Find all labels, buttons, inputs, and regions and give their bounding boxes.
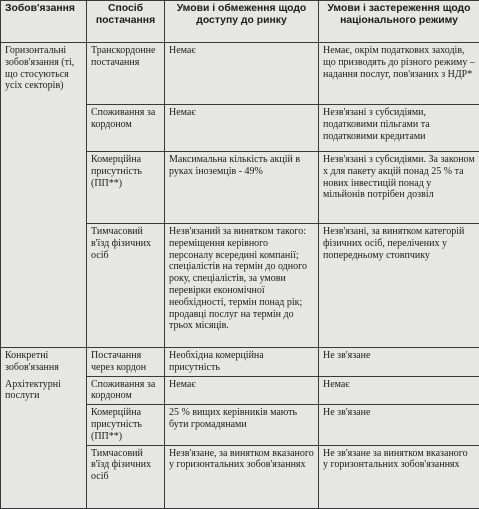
market-access-cell: Незв'язане, за винятком вказаного у горизонтальних зобов'язаннях (165, 445, 319, 508)
group-subtitle-cell (1, 376, 87, 405)
national-treatment-cell: Не зв'язане (319, 405, 479, 445)
market-access-cell: Немає (165, 376, 319, 405)
group-cell-empty (1, 405, 87, 445)
table-row (1, 224, 479, 348)
table-row (1, 405, 479, 445)
national-treatment-cell: Незв'язані з субсидіями. За законом х для пакету акцій понад 25 % та нових інвестицій понад у мільйонів потрібен дозвіл (319, 152, 479, 224)
market-access-cell: 25 % вищих керівників мають бути громадянами (165, 405, 319, 445)
market-access-cell: Необхідна комерційна присутність (165, 348, 319, 377)
group-cell-empty (1, 152, 87, 224)
table-row (1, 43, 479, 105)
supply-mode-cell: Постачання через кордон (87, 348, 165, 377)
group-cell-empty (1, 224, 87, 348)
header-commitment: Зобов'язання (1, 1, 87, 43)
group-subtitle: Архітектурні послуги (5, 379, 61, 402)
national-treatment-cell: Не зв'язане (319, 348, 479, 377)
supply-mode-cell: Тимчасовий в'їзд фізичних осіб (87, 445, 165, 508)
market-access-cell: Немає (165, 43, 319, 105)
supply-mode-cell: Тимчасовий в'їзд фізичних осіб (87, 224, 165, 348)
national-treatment-cell: Немає, окрім податкових заходів, що призводять до різного режиму – надання послуг, пов'язаних з НДР* (319, 43, 479, 105)
header-row (1, 1, 479, 43)
header-national-treatment: Умови і застереження щодо національного режиму (319, 1, 479, 43)
supply-mode-cell: Комерційна присутність (ПП**) (87, 152, 165, 224)
supply-mode-cell: Споживання за кордоном (87, 376, 165, 405)
table-row (1, 152, 479, 224)
table-row (1, 376, 479, 405)
table-row (1, 105, 479, 152)
national-treatment-cell: Незв'язані, за винятком категорій фізичних осіб, перелічених у попередньому стовпчику (319, 224, 479, 348)
group-title-horizontal: Горизонтальні зобов'язання (ті, що стосуються усіх секторів) (1, 43, 87, 105)
group-title-specific (1, 348, 87, 377)
market-access-cell: Максимальна кількість акцій в руках іноземців - 49% (165, 152, 319, 224)
group-cell-empty (1, 445, 87, 508)
market-access-cell: Незв'язаний за винятком такого: переміщення керівного персоналу всередині компанії; спеціалістів на термін до одного року, спеціалістів, за умови перевірки економічної необхідності, термін понад рік; продавці послуг на термін до трьох місяців. (165, 224, 319, 348)
supply-mode-cell: Транскордонне постачання (87, 43, 165, 105)
group-cell-empty (1, 105, 87, 152)
header-supply-mode: Спосіб постачання (87, 1, 165, 43)
group-title: Конкретні зобов'язання (5, 350, 59, 373)
supply-mode-cell: Споживання за кордоном (87, 105, 165, 152)
header-market-access: Умови і обмеження щодо доступу до ринку (165, 1, 319, 43)
market-access-cell: Немає (165, 105, 319, 152)
national-treatment-cell: Незв'язані з субсидіями, податковими пільгами та податковими кредитами (319, 105, 479, 152)
table-row (1, 445, 479, 508)
table-row (1, 348, 479, 377)
supply-mode-cell: Комерційна присутність (ПП**) (87, 405, 165, 445)
national-treatment-cell: Немає (319, 376, 479, 405)
national-treatment-cell: Не зв'язане за винятком вказаного у горизонтальних зобов'язаннях (319, 445, 479, 508)
